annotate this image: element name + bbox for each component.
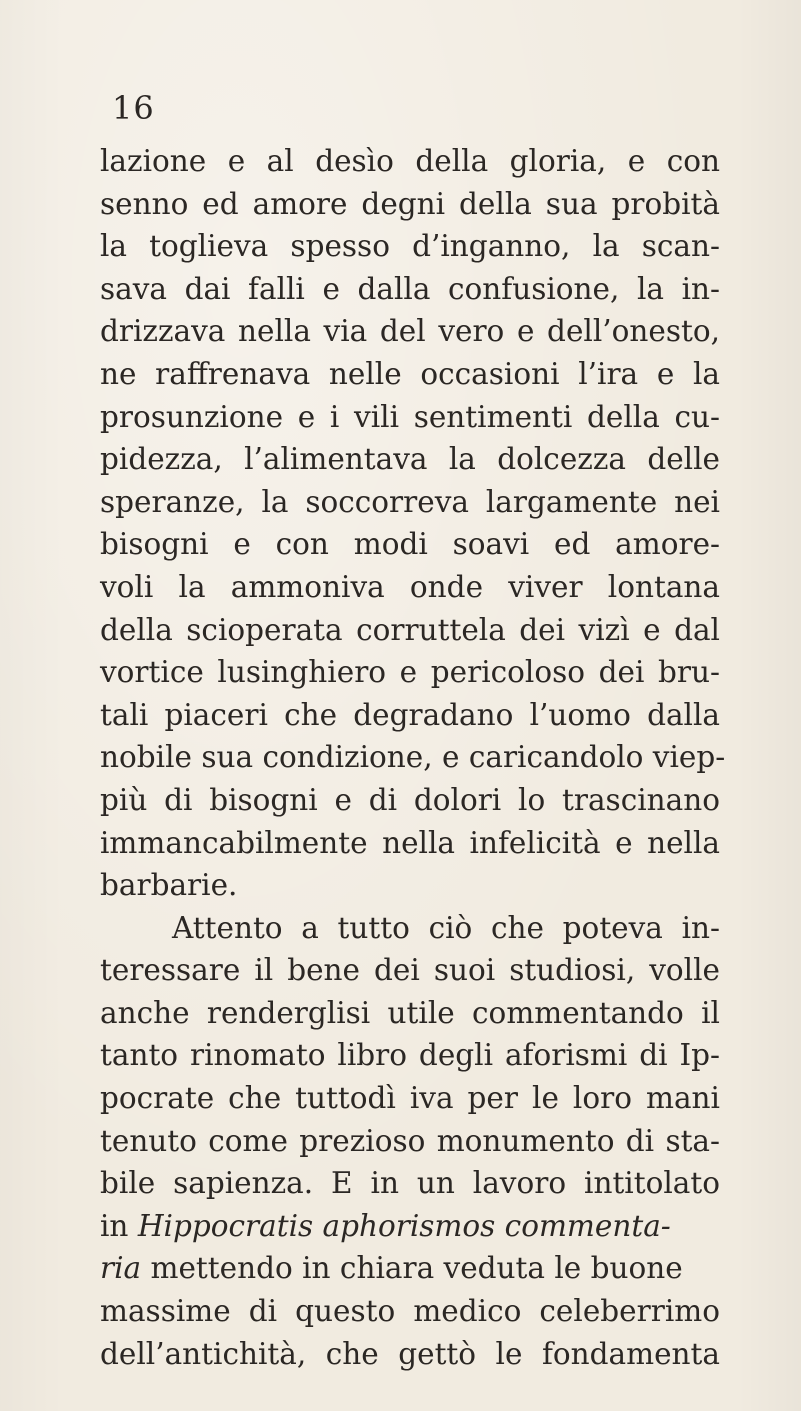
text-line: tanto rinomato libro degli aforismi di Ip- — [100, 1038, 720, 1073]
text-line: pidezza, l’alimentava la dolcezza delle — [100, 442, 720, 477]
text-line: nobile sua condizione, e caricandolo viep- — [100, 740, 726, 775]
text-line: la toglieva spesso d’inganno, la scan- — [100, 229, 720, 264]
body-text — [100, 140, 726, 1375]
text-fragment: mettendo in chiara veduta le buone — [141, 1251, 683, 1286]
text-line: bisogni e con modi soavi ed amore- — [100, 527, 720, 562]
text-line: ne raffrenava nelle occasioni l’ira e la — [100, 356, 720, 391]
text-line-with-title — [100, 1247, 720, 1290]
text-line: senno ed amore degni della sua probità — [100, 186, 720, 221]
text-line-with-title — [100, 1205, 720, 1248]
text-line: tenuto come prezioso monumento di sta- — [100, 1123, 720, 1158]
paragraph-start-line: Attento a tutto ciò che poteva in- — [172, 910, 720, 945]
page-number: 16 — [112, 89, 155, 127]
book-title-italic: Hippocratis aphorismos commenta- — [137, 1208, 671, 1243]
text-line: teressare il bene dei suoi studiosi, volle — [100, 953, 720, 988]
text-line: dell’antichità, che gettò le fondamenta — [100, 1336, 720, 1371]
text-line: pocrate che tuttodì iva per le loro mani — [100, 1081, 720, 1116]
text-fragment: in — [100, 1208, 138, 1243]
text-line: speranze, la soccorreva largamente nei — [100, 484, 720, 519]
text-line: sava dai falli e dalla confusione, la in- — [100, 271, 720, 306]
text-line: lazione e al desìo della gloria, e con — [100, 144, 720, 178]
text-line: della scioperata corruttela dei vizì e dal — [100, 612, 720, 647]
text-line: vortice lusinghiero e pericoloso dei bru- — [100, 655, 720, 690]
text-line: massime di questo medico celeberrimo — [100, 1294, 720, 1329]
text-line: tali piaceri che degradano l’uomo dalla — [100, 697, 720, 732]
text-line: bile sapienza. E in un lavoro intitolato — [100, 1166, 720, 1201]
text-line: immancabilmente nella infelicità e nella — [100, 825, 720, 860]
text-line: prosunzione e i vili sentimenti della cu- — [100, 399, 720, 434]
text-line: drizzava nella via del vero e dell’onesto, — [100, 314, 720, 349]
paragraph-end-line: barbarie. — [100, 868, 238, 903]
text-line: anche renderglisi utile commentando il — [100, 995, 720, 1030]
book-title-italic: ria — [100, 1251, 142, 1286]
text-line: voli la ammoniva onde viver lontana — [100, 569, 720, 604]
text-line: più di bisogni e di dolori lo trascinano — [100, 782, 720, 817]
